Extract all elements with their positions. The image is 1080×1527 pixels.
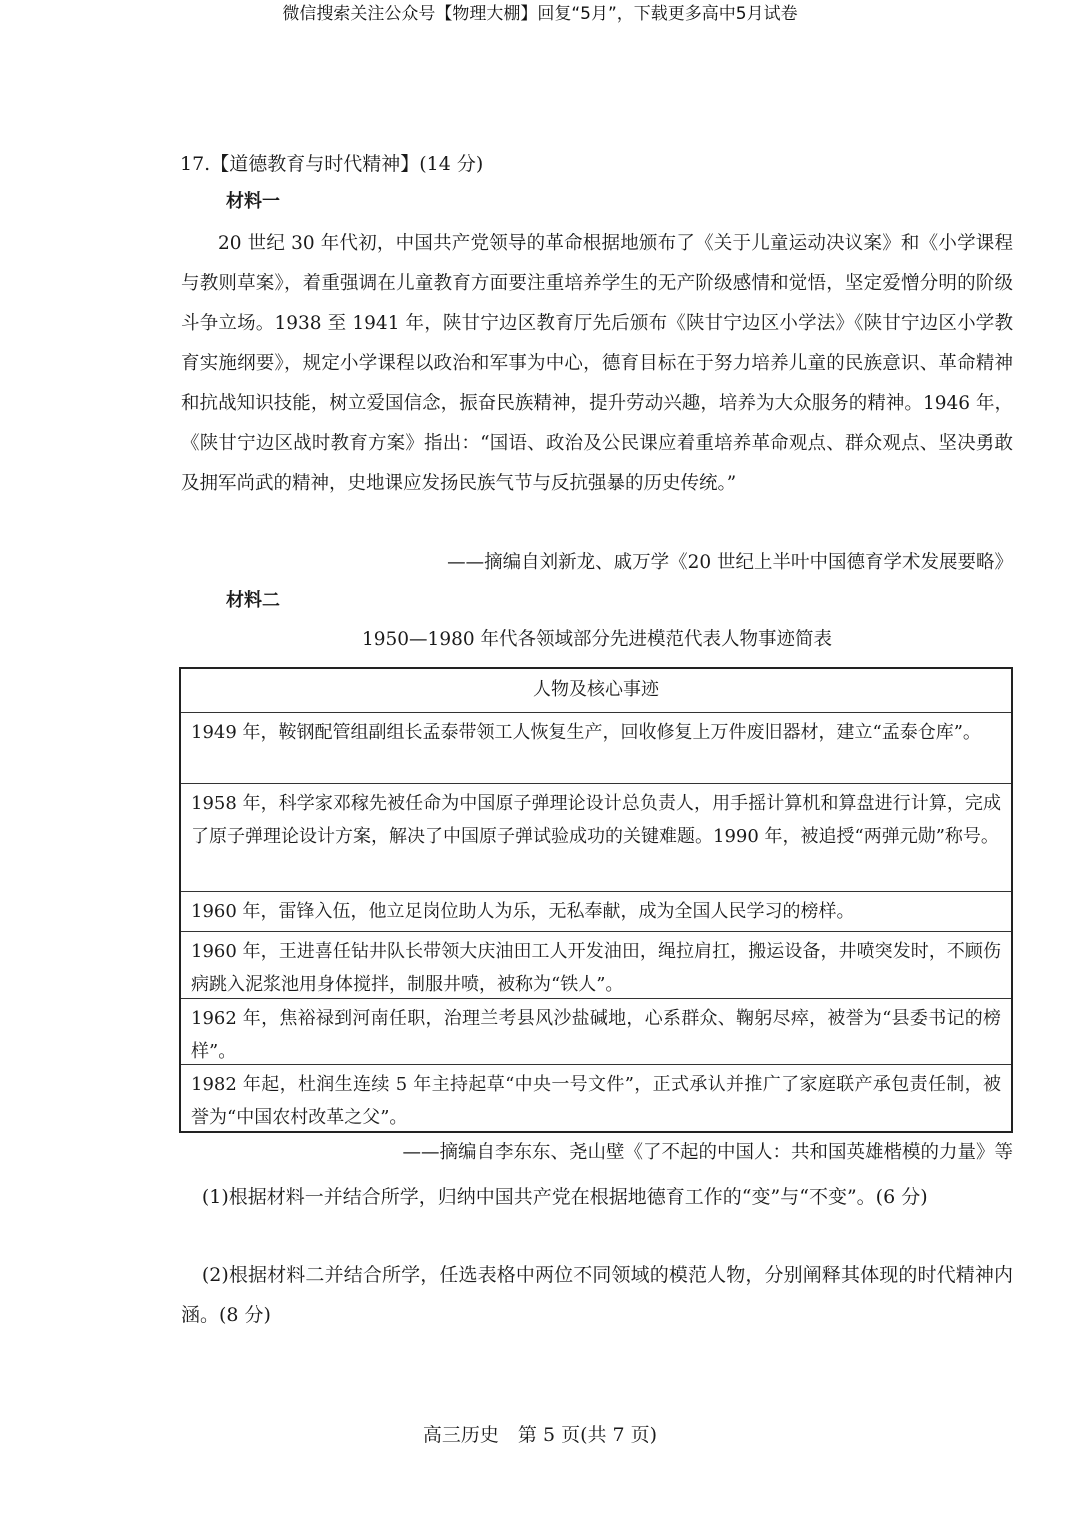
page-footer: 高三历史 第 5 页(共 7 页) bbox=[422, 1424, 658, 1446]
material-one-title: 材料一 bbox=[226, 191, 280, 212]
material-two-source: ——摘编自李东东、尧山壁《了不起的中国人：共和国英雄楷模的力量》等 bbox=[402, 1142, 1013, 1163]
table-row: 1960 年，雷锋入伍，他立足岗位助人为乐，无私奉献，成为全国人民学习的榜样。 bbox=[181, 891, 1011, 931]
table-row: 1958 年，科学家邓稼先被任命为中国原子弹理论设计总负责人，用手摇计算机和算盘进行计算，完成了原子弹理论设计方案，解决了中国原子弹试验成功的关键难题。1990 年，被追授“两弹元勋”称号。 bbox=[181, 783, 1011, 891]
material-two-title: 材料二 bbox=[226, 590, 280, 611]
models-table bbox=[179, 667, 1013, 1133]
top-banner: 微信搜索关注公众号【物理大棚】回复“5月”，下载更多高中5月试卷 bbox=[282, 4, 798, 24]
table-header: 人物及核心事迹 bbox=[533, 679, 659, 700]
sub-question-1: (1)根据材料一并结合所学，归纳中国共产党在根据地德育工作的“变”与“不变”。(6 分) bbox=[201, 1186, 928, 1208]
table-row: 1949 年，鞍钢配管组副组长孟泰带领工人恢复生产，回收修复上万件废旧器材，建立“孟泰仓库”。 bbox=[181, 712, 1011, 783]
sub-question-2: (2)根据材料二并结合所学，任选表格中两位不同领域的模范人物，分别阐释其体现的时代精神内涵。(8 分) bbox=[181, 1264, 1013, 1326]
material-one-text: 20 世纪 30 年代初，中国共产党领导的革命根据地颁布了《关于儿童运动决议案》和《小学课程与教则草案》，着重强调在儿童教育方面要注重培养学生的无产阶级感情和觉悟，坚定爱憎分明的阶级斗争立场。1938 至 1941 年，陕甘宁边区教育厅先后颁布《陕甘宁边区小学法》《陕甘宁边区小学教育实施纲要》，规定小学课程以政治和军事为中心，德育目标在于努力培养儿童的民族意识、革命精神和抗战知识技能，树立爱国信念，振奋民族精神，提升劳动兴趣，培养为大众服务的精神。1946 年，《陕甘宁边区战时教育方案》指出：“国语、政治及公民课应着重培养革命观点、群众观点、坚决勇敢及拥军尚武的精神，史地课应发扬民族气节与反抗强暴的历史传统。” bbox=[181, 233, 1013, 494]
table-caption: 1950—1980 年代各领域部分先进模范代表人物事迹简表 bbox=[361, 629, 833, 650]
table-row: 1982 年起，杜润生连续 5 年主持起草“中央一号文件”，正式承认并推广了家庭联产承包责任制，被誉为“中国农村改革之父”。 bbox=[181, 1064, 1011, 1131]
question-heading: 17.【道德教育与时代精神】(14 分) bbox=[180, 153, 484, 175]
table-row: 1960 年，王进喜任钻井队长带领大庆油田工人开发油田，绳拉肩扛，搬运设备，井喷突发时，不顾伤病跳入泥浆池用身体搅拌，制服井喷，被称为“铁人”。 bbox=[181, 931, 1011, 998]
material-one-source: ——摘编自刘新龙、戚万学《20 世纪上半叶中国德育学术发展要略》 bbox=[447, 552, 1013, 573]
table-row: 1962 年，焦裕禄到河南任职，治理兰考县风沙盐碱地，心系群众、鞠躬尽瘁，被誉为“县委书记的榜样”。 bbox=[181, 998, 1011, 1064]
